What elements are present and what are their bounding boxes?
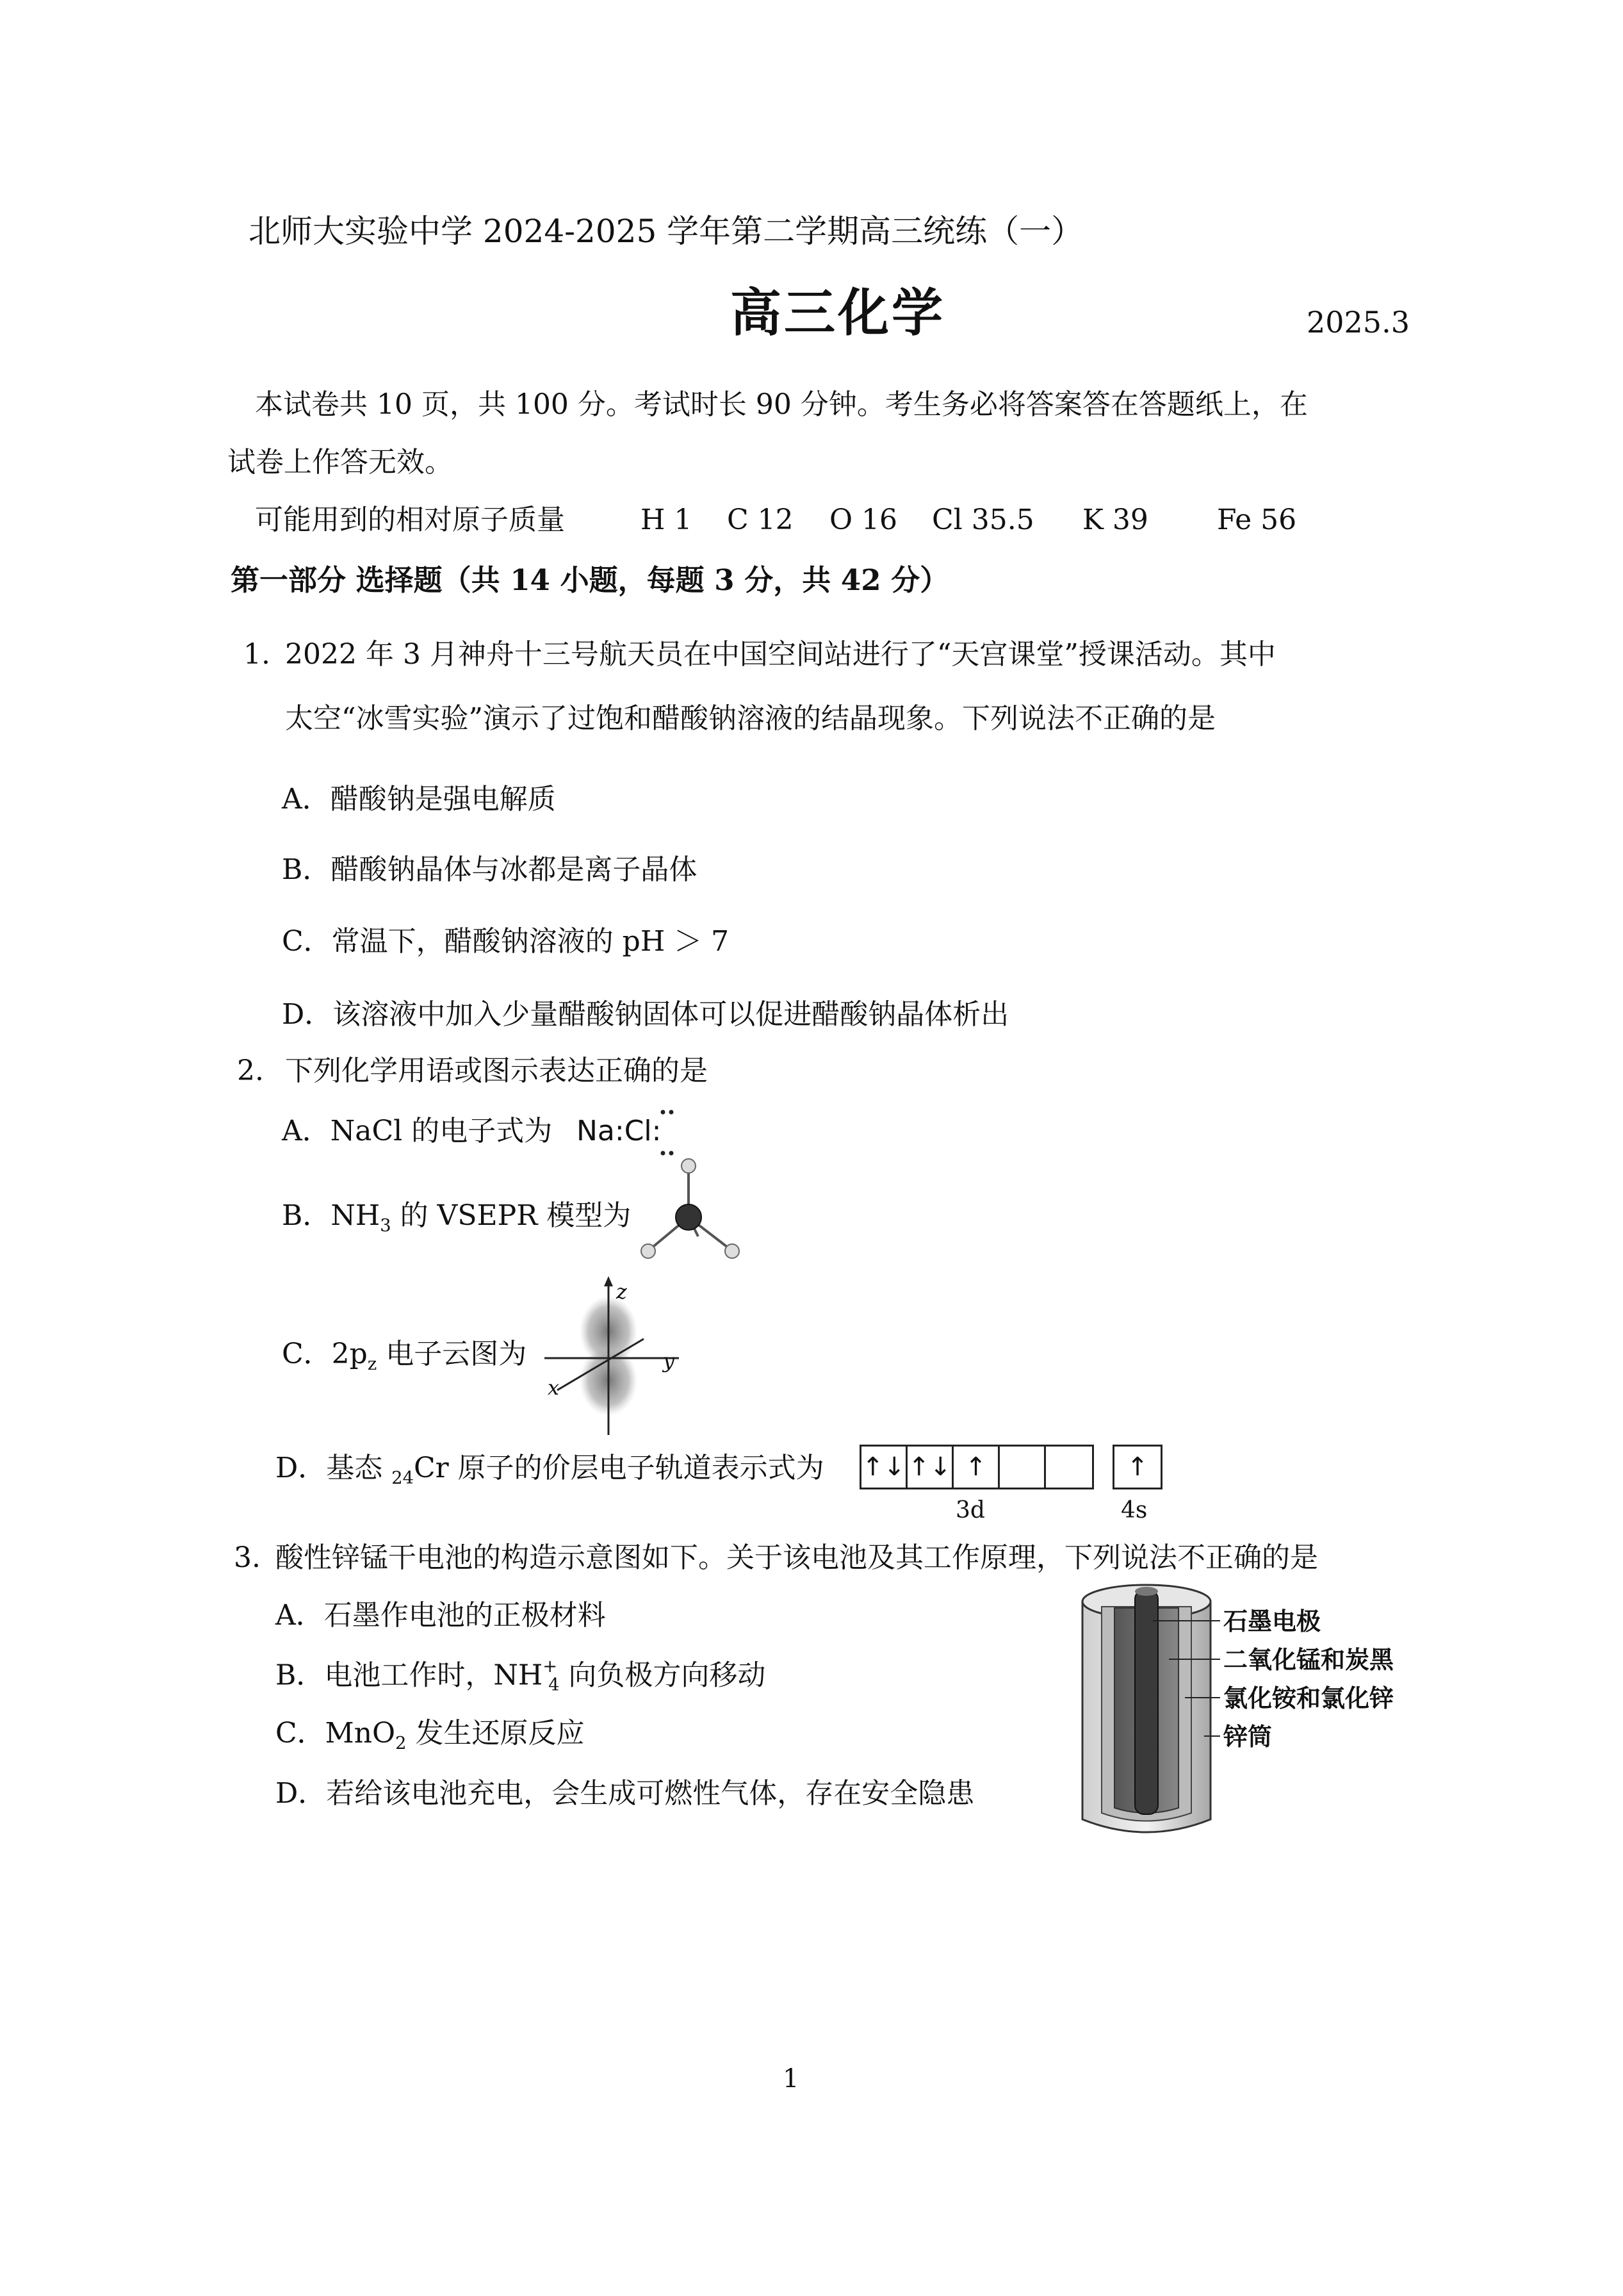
- q3-option-b: B．电池工作时，$NH^+_4$ 向负极方向移动: [275, 1657, 766, 1696]
- q1-option-c: C．常温下，醋酸钠溶液的 pH ＞ 7: [282, 925, 730, 958]
- atomic-masses-label: 可能用到的相对原子质量: [255, 504, 565, 536]
- orbital-4s-label: 4s: [1121, 1497, 1148, 1523]
- q3-option-a: A．石墨作电池的正极材料: [275, 1599, 606, 1632]
- orbital-3d-label: 3d: [956, 1497, 985, 1523]
- atomic-mass-h: H 1: [640, 504, 692, 536]
- axis-z-label: z: [616, 1279, 627, 1304]
- q2-option-a-prefix: A．NaCl 的电子式为: [282, 1115, 553, 1147]
- page-title: 高三化学: [730, 283, 945, 343]
- instructions-line2: 试卷上作答无效。: [227, 446, 453, 479]
- label-graphite-electrode: 石墨电极: [1223, 1607, 1321, 1636]
- orbital-3d-5: [1046, 1447, 1092, 1488]
- axis-y-label: y: [663, 1349, 675, 1373]
- orbital-3d-2: ↑↓: [908, 1447, 954, 1488]
- label-zinc-can: 锌筒: [1223, 1722, 1273, 1751]
- page-number: 1: [783, 2064, 799, 2094]
- orbital-3d-1: ↑↓: [861, 1447, 908, 1488]
- q2-option-d: D．基态 $_{24}$Cr 原子的价层电子轨道表示式为: [275, 1452, 824, 1488]
- q3-option-d: D．若给该电池充电，会生成可燃性气体，存在安全隐患: [275, 1777, 975, 1810]
- orbital-3d-3: ↑: [954, 1447, 1000, 1488]
- q3-stem: 酸性锌锰干电池的构造示意图如下。关于该电池及其工作原理，下列说法不正确的是: [275, 1541, 1318, 1574]
- atomic-mass-c: C 12: [727, 504, 794, 536]
- label-mno2-carbon-black: 二氧化锰和炭黑: [1223, 1645, 1394, 1674]
- orbital-3d-4: [1000, 1447, 1046, 1488]
- label-nh4cl-zncl2: 氯化铵和氯化锌: [1223, 1684, 1394, 1712]
- school-line: 北师大实验中学 2024-2025 学年第二学期高三统练（一）: [249, 213, 1084, 250]
- q2-number: 2.: [237, 1054, 264, 1087]
- orbital-4s-box: [1113, 1445, 1162, 1489]
- q1-option-b: B．醋酸钠晶体与冰都是离子晶体: [282, 853, 697, 886]
- exam-date: 2025.3: [1307, 305, 1410, 340]
- zinc-manganese-battery-diagram: [1076, 1582, 1230, 1845]
- nh3-vsepr-model: [634, 1153, 749, 1275]
- axis-x-label: x: [548, 1375, 560, 1400]
- atomic-mass-o: O 16: [829, 504, 898, 536]
- q3-number: 3.: [234, 1541, 261, 1574]
- q1-number: 1.: [243, 638, 270, 671]
- orbital-3d-boxes: [860, 1445, 1094, 1489]
- q1-stem-line2: 太空“冰雪实验”演示了过饱和醋酸钠溶液的结晶现象。下列说法不正确的是: [285, 702, 1216, 735]
- q3-option-c: C．MnO$_2$ 发生还原反应: [275, 1717, 585, 1753]
- q2-option-b: B．$NH_3$ 的 VSEPR 模型为: [282, 1199, 632, 1236]
- q1-option-d: D．该溶液中加入少量醋酸钠固体可以促进醋酸钠晶体析出: [282, 998, 1009, 1031]
- atomic-mass-cl: Cl 35.5: [932, 504, 1034, 536]
- atomic-mass-fe: Fe 56: [1217, 504, 1297, 536]
- orbital-4s-1: ↑: [1127, 1452, 1148, 1482]
- instructions-line1: 本试卷共 10 页，共 100 分。考试时长 90 分钟。考生务必将答案答在答题纸上，在: [255, 388, 1308, 421]
- q2-stem: 下列化学用语或图示表达正确的是: [285, 1054, 708, 1087]
- q1-stem-line1: 2022 年 3 月神舟十三号航天员在中国空间站进行了“天宫课堂”授课活动。其中: [285, 638, 1276, 671]
- q2-option-a-formula: Na:Cl:: [576, 1115, 662, 1147]
- section1-title: 第一部分 选择题（共 14 小题，每题 3 分，共 42 分）: [231, 563, 949, 597]
- q1-option-a: A．醋酸钠是强电解质: [282, 783, 556, 816]
- q2-option-c: C．$2p_z$ 电子云图为: [282, 1338, 527, 1374]
- atomic-mass-k: K 39: [1082, 504, 1148, 536]
